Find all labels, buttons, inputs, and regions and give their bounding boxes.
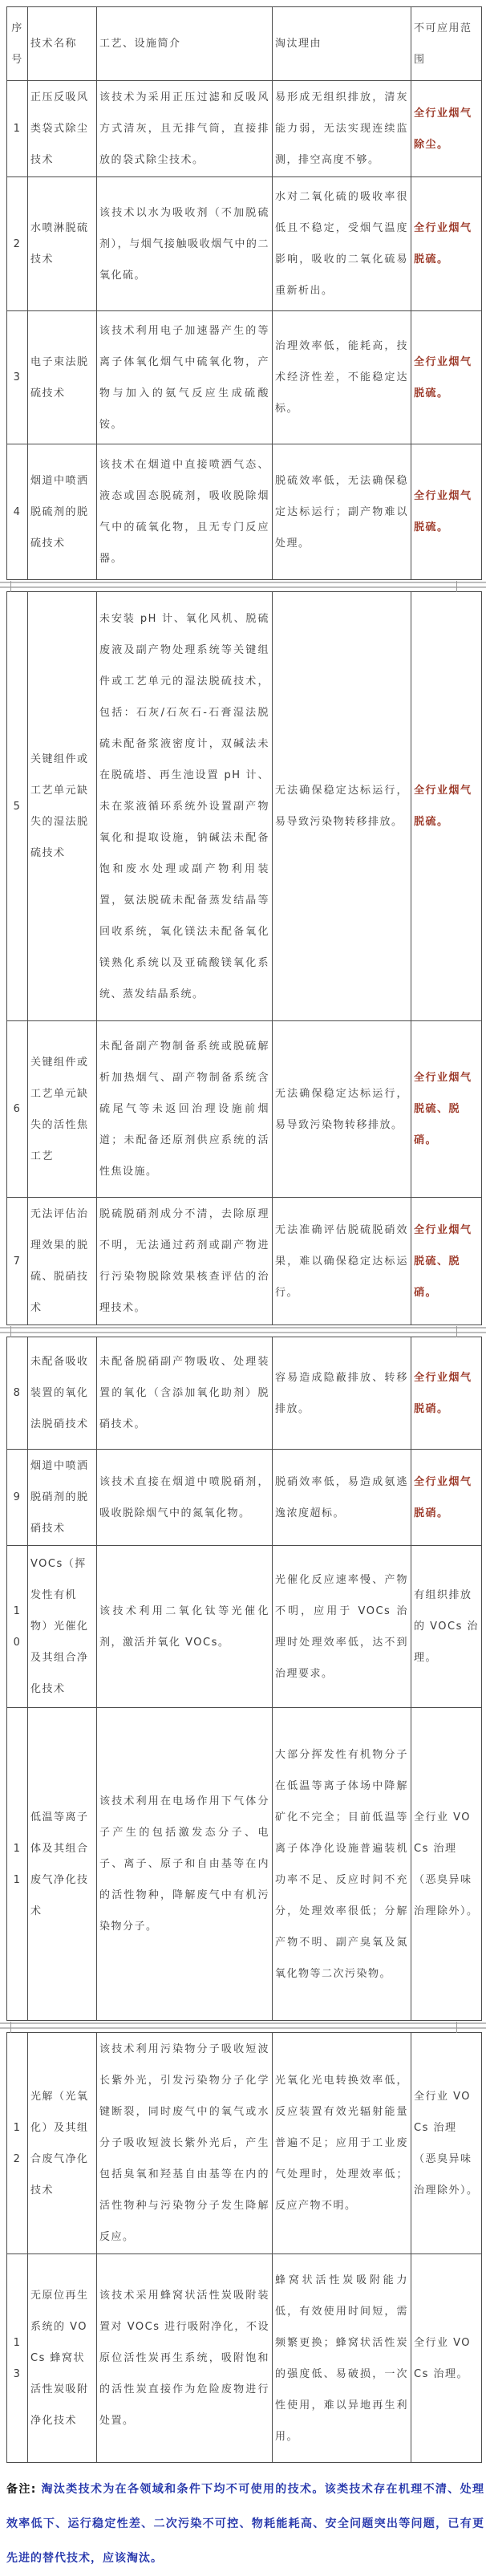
row-number: 12 xyxy=(7,2033,28,2254)
footnote-text: 淘汰类技术为在各领域和条件下均不可使用的技术。该类技术存在机理不清、处理效率低下、运行稳定性差、二次污染不可控、物耗能耗高、安全问题突出等问题，已有更先进的替代技术，应该淘汰。 xyxy=(6,2483,484,2565)
page-break-divider xyxy=(0,582,486,588)
tech-description: 该技术利用在电场作用下气体分子产生的包括激发态分子、电子、离子、原子和自由基等在内的活性物种，降解废气中有机污染物分子。 xyxy=(97,1708,273,2021)
elimination-reason: 无法确保稳定达标运行，易导致污染物转移排放。 xyxy=(273,1021,411,1198)
row-number: 8 xyxy=(7,1337,28,1450)
non-applicable-scope: 全行业烟气脱硝。 xyxy=(411,1337,482,1450)
tech-description: 未安装 pH 计、氧化风机、脱硫废液及副产物处理系统等关键组件或工艺单元的湿法脱硫技术，包括：石灰/石灰石-石膏湿法脱硫未配备浆液密度计，双碱法未在脱硫塔、再生池设置 pH 计、未在浆液循环系统外设置副产物氧化和提取设施，钠碱法未配备饱和废水处理或副产物利用装置，氨法脱硫未配备蒸发结晶等回收系统，氧化镁法未配备氧化镁熟化系统以及亚硫酸镁氧化系统、蒸发结晶系统。 xyxy=(97,592,273,1021)
elimination-reason: 光催化反应速率慢、产物不明，应用于 VOCs 治理时处理效率低，达不到治理要求。 xyxy=(273,1546,411,1708)
elimination-table-page-1 xyxy=(6,6,482,580)
tech-name: 低温等离子体及其组合废气净化技术 xyxy=(28,1708,97,2021)
tech-name: 烟道中喷洒脱硫剂的脱硫技术 xyxy=(28,444,97,580)
table-header-row xyxy=(7,7,482,81)
table-row xyxy=(7,311,482,444)
table-row xyxy=(7,1450,482,1546)
tech-name: 关键组件或工艺单元缺失的湿法脱硫技术 xyxy=(28,592,97,1021)
table-row xyxy=(7,592,482,1021)
col-header-reason: 淘汰理由 xyxy=(273,7,411,81)
row-number: 13 xyxy=(7,2254,28,2463)
table-row xyxy=(7,177,482,311)
footnote-label: 备注: xyxy=(6,2483,37,2496)
elimination-reason: 无法确保稳定达标运行，易导致污染物转移排放。 xyxy=(273,592,411,1021)
tech-description: 该技术在烟道中直接喷洒气态、液态或固态脱硫剂，吸收脱除烟气中的硫氧化物，且无专门反应器。 xyxy=(97,444,273,580)
elimination-reason: 易形成无组织排放，清灰能力弱，无法实现连续监测，排空高度不够。 xyxy=(273,81,411,177)
table-row xyxy=(7,444,482,580)
footnote xyxy=(6,2473,484,2576)
col-header-index: 序号 xyxy=(7,7,28,81)
elimination-reason: 水对二氧化硫的吸收率很低且不稳定，受烟气温度影响，吸收的二氧化硫易重新析出。 xyxy=(273,177,411,311)
tech-description: 未配备副产物制备系统或脱硫解析加热烟气、副产物制备系统含硫尾气等未返回治理设施前烟道；未配备还原剂供应系统的活性焦设施。 xyxy=(97,1021,273,1198)
elimination-reason: 脱硝效率低，易造成氨逃逸浓度超标。 xyxy=(273,1450,411,1546)
non-applicable-scope: 全行业 VOCs 治理。 xyxy=(411,2254,482,2463)
table-row xyxy=(7,2254,482,2463)
elimination-reason: 容易造成隐蔽排放、转移排放。 xyxy=(273,1337,411,1450)
non-applicable-scope: 全行业 VOCs 治理（恶臭异味治理除外）。 xyxy=(411,1708,482,2021)
tech-description: 该技术利用二氧化钛等光催化剂，激活并氧化 VOCs。 xyxy=(97,1546,273,1708)
table-row xyxy=(7,1337,482,1450)
tech-name: 未配备吸收装置的氧化法脱硝技术 xyxy=(28,1337,97,1450)
tech-name: 关键组件或工艺单元缺失的活性焦工艺 xyxy=(28,1021,97,1198)
table-row xyxy=(7,1198,482,1325)
row-number: 4 xyxy=(7,444,28,580)
tech-name: 水喷淋脱硫技术 xyxy=(28,177,97,311)
page-break-divider xyxy=(0,1327,486,1333)
elimination-reason: 脱硫效率低，无法确保稳定达标运行；副产物难以处理。 xyxy=(273,444,411,580)
table-row xyxy=(7,1021,482,1198)
elimination-reason: 光氧化光电转换效率低，反应装置有效光辐射能量普遍不足；应用于工业废气处理时，处理效率低；反应产物不明。 xyxy=(273,2033,411,2254)
tech-description: 该技术利用电子加速器产生的等离子体氧化烟气中硫氧化物，产物与加入的氨气反应生成硫酸铵。 xyxy=(97,311,273,444)
tech-name: 无法评估治理效果的脱硫、脱硝技术 xyxy=(28,1198,97,1325)
tech-description: 未配备脱硝副产物吸收、处理装置的氧化（含添加氧化助剂）脱硝技术。 xyxy=(97,1337,273,1450)
non-applicable-scope: 全行业烟气脱硫。 xyxy=(411,177,482,311)
col-header-desc: 工艺、设施简介 xyxy=(97,7,273,81)
row-number: 9 xyxy=(7,1450,28,1546)
tech-name: 电子束法脱硫技术 xyxy=(28,311,97,444)
page-break-tick xyxy=(456,2022,457,2033)
non-applicable-scope: 全行业烟气脱硝。 xyxy=(411,1450,482,1546)
table-row xyxy=(7,2033,482,2254)
elimination-reason: 大部分挥发性有机物分子在低温等离子体场中降解矿化不完全；目前低温等离子体净化设施普遍装机功率不足、反应时间不充分，处理效率很低；分解产物不明、副产臭氧及氮氧化物等二次污染物。 xyxy=(273,1708,411,2021)
table-row xyxy=(7,1708,482,2021)
elimination-table-page-4 xyxy=(6,2032,482,2463)
row-number: 11 xyxy=(7,1708,28,2021)
col-header-name: 技术名称 xyxy=(28,7,97,81)
non-applicable-scope: 全行业烟气脱硫、脱硝。 xyxy=(411,1198,482,1325)
non-applicable-scope: 全行业烟气脱硫、脱硝。 xyxy=(411,1021,482,1198)
page-break-divider xyxy=(0,2022,486,2029)
tech-description: 该技术以水为吸收剂（不加脱硫剂），与烟气接触吸收烟气中的二氧化硫。 xyxy=(97,177,273,311)
row-number: 2 xyxy=(7,177,28,311)
col-header-scope: 不可应用范围 xyxy=(411,7,482,81)
tech-description: 脱硫脱硝剂成分不清，去除原理不明，无法通过药剂或副产物进行污染物脱除效果核查评估的治理技术。 xyxy=(97,1198,273,1325)
tech-description: 该技术为采用正压过滤和反吸风方式清灰，且无排气筒，直接排放的袋式除尘技术。 xyxy=(97,81,273,177)
page-break-tick xyxy=(456,581,457,592)
row-number: 10 xyxy=(7,1546,28,1708)
non-applicable-scope: 有组织排放的 VOCs 治理。 xyxy=(411,1546,482,1708)
row-number: 1 xyxy=(7,81,28,177)
tech-description: 该技术采用蜂窝状活性炭吸附装置对 VOCs 进行吸附净化，不设原位活性炭再生系统，吸附饱和的活性炭直接作为危险废物进行处置。 xyxy=(97,2254,273,2463)
row-number: 7 xyxy=(7,1198,28,1325)
elimination-reason: 治理效率低，能耗高，技术经济性差，不能稳定达标。 xyxy=(273,311,411,444)
elimination-reason: 无法准确评估脱硫脱硝效果，难以确保稳定达标运行。 xyxy=(273,1198,411,1325)
tech-name: 正压反吸风类袋式除尘技术 xyxy=(28,81,97,177)
tech-name: VOCs（挥发性有机物）光催化及其组合净化技术 xyxy=(28,1546,97,1708)
elimination-table-page-2 xyxy=(6,591,482,1325)
tech-name: 无原位再生系统的 VOCs 蜂窝状活性炭吸附净化技术 xyxy=(28,2254,97,2463)
page-break-tick xyxy=(456,1326,457,1337)
page-break-tick xyxy=(10,581,11,592)
page-break-tick xyxy=(10,2022,11,2033)
tech-description: 该技术利用污染物分子吸收短波长紫外光，引发污染物分子化学键断裂，同时废气中的氧气或水分子吸收短波长紫外光后，产生包括臭氧和羟基自由基等在内的活性物种与污染物分子发生降解反应。 xyxy=(97,2033,273,2254)
row-number: 3 xyxy=(7,311,28,444)
tech-description: 该技术直接在烟道中喷脱硝剂，吸收脱除烟气中的氮氧化物。 xyxy=(97,1450,273,1546)
non-applicable-scope: 全行业 VOCs 治理（恶臭异味治理除外）。 xyxy=(411,2033,482,2254)
table-row xyxy=(7,1546,482,1708)
non-applicable-scope: 全行业烟气除尘。 xyxy=(411,81,482,177)
non-applicable-scope: 全行业烟气脱硫。 xyxy=(411,444,482,580)
non-applicable-scope: 全行业烟气脱硫。 xyxy=(411,592,482,1021)
table-row xyxy=(7,81,482,177)
row-number: 5 xyxy=(7,592,28,1021)
row-number: 6 xyxy=(7,1021,28,1198)
tech-name: 光解（光氧化）及其组合废气净化技术 xyxy=(28,2033,97,2254)
non-applicable-scope: 全行业烟气脱硫。 xyxy=(411,311,482,444)
tech-name: 烟道中喷洒脱硝剂的脱硝技术 xyxy=(28,1450,97,1546)
page-break-tick xyxy=(10,1326,11,1337)
elimination-table-page-3 xyxy=(6,1337,482,2021)
elimination-reason: 蜂窝状活性炭吸附能力低，有效使用时间短，需频繁更换；蜂窝状活性炭的强度低、易破损，一次性使用，难以异地再生利用。 xyxy=(273,2254,411,2463)
